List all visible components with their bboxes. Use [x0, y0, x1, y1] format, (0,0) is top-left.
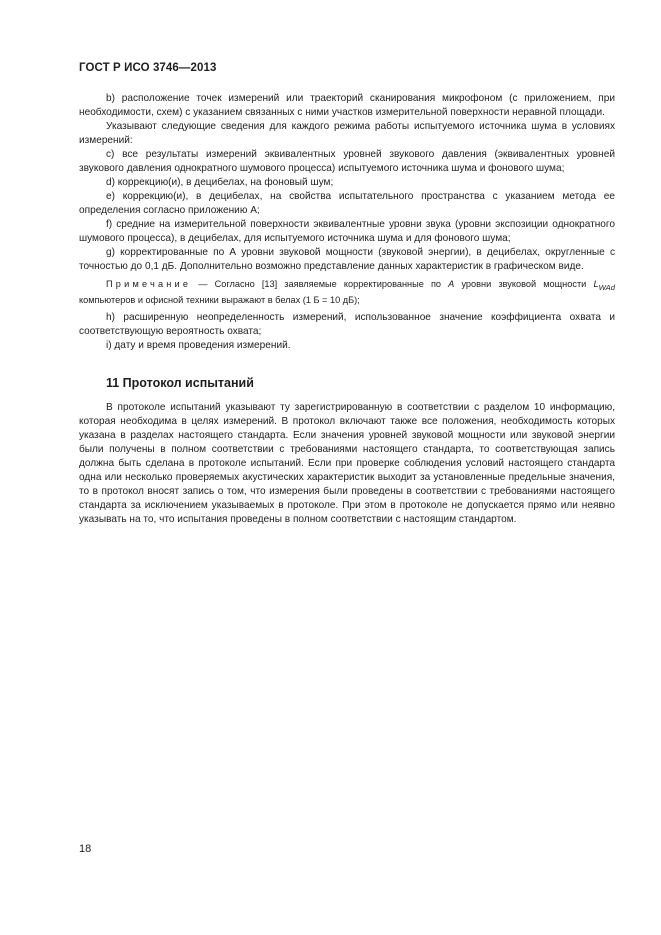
note-label: Примечание	[106, 279, 192, 289]
item-e: е) коррекцию(и), в децибелах, на свойства испытательного пространства с указанием метода ее определения согласно приложению А;	[79, 191, 615, 216]
note-text-middle: уровни звуковой мощности	[461, 279, 587, 289]
note-text-after: компьютеров и офисной техники выражают в белах (1 Б = 10 дБ);	[79, 294, 360, 305]
note-subscript: WAd	[598, 282, 616, 292]
item-d: d) коррекцию(и), в децибелах, на фоновый шум;	[106, 177, 334, 188]
item-g: g) корректированные по А уровни звуковой мощности (звуковой энергии), в децибелах, округленные с точностью до 0,1 дБ. Дополнительно возможно представление данных характеристик в графическом виде.	[79, 247, 615, 272]
item-h: h) расширенную неопределенность измерений, использованное значение коэффициента охвата и соответствующую вероятность охвата;	[79, 311, 615, 337]
item-c: с) все результаты измерений эквивалентных уровней звукового давления (эквивалентных уровней звукового давления однократного шумового процесса) испытуемого источника шума и фонового шума;	[79, 149, 615, 174]
item-b: b) расположение точек измерений или траекторий сканирования микрофоном (с приложением, при необходимости, схем) с указанием связанных с ними участков измерительной поверхности неравной площади.	[79, 93, 615, 118]
section-body: В протоколе испытаний указывают ту зарегистрированную в соответствии с разделом 10 информацию, которая необходима в целях измерений. В протокол включают также все положения, необходимость которых указана в разделах настоящего стандарта. Если значения уровней звуковой мощности или звуковой энергии были получены в полном соответствии с требованиями настоящего стандарта, то соответствующая запись должна быть сделана в протоколе испытаний. Если при проверке соблюдения условий настоящего стандарта одна или несколько проверяемых акустических характеристик выходит за установленные предельные значения, то в протокол вносят запись о том, что измерения были проведены в соответствии с требованиями настоящего стандарта за исключением указываемых в протоколе. При этом в протоколе не допускается прямо или неявно указывать на то, что испытания проведены в полном соответствии с настоящим стандартом.	[79, 401, 615, 525]
note-paragraph	[79, 278, 615, 307]
section-title: 11 Протокол испытаний	[106, 375, 254, 390]
note-symbol: L	[593, 279, 599, 289]
item-f: f) средние на измерительной поверхности эквивалентные уровни звука (уровни экспозиции однократного шумового процесса), в децибелах, для испытуемого источника шума и для фонового шума;	[79, 219, 615, 244]
page-number: 18	[79, 843, 92, 855]
note-a-letter: А	[448, 279, 455, 289]
document-header: ГОСТ Р ИСО 3746—2013	[79, 62, 217, 74]
item-i: i) дату и время проведения измерений.	[106, 339, 291, 351]
document-body	[79, 92, 615, 527]
note-text-before: — Согласно [13] заявляемые корректированные по	[198, 279, 442, 289]
intro-paragraph: Указывают следующие сведения для каждого режима работы испытуемого источника шума в условиях измерений:	[79, 121, 615, 146]
